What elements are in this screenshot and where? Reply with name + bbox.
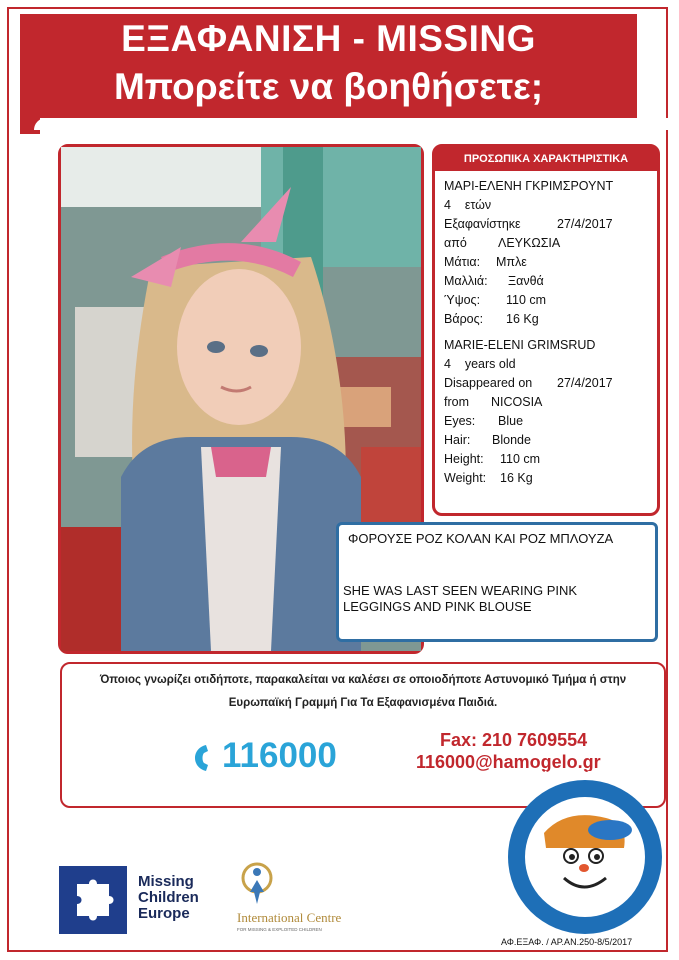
greek-eyes-value: Μπλε [496,255,527,269]
mce-wordmark [138,874,199,922]
english-height-value: 110 cm [500,452,541,466]
contact-instructions-line1: Όποιος γνωρίζει οτιδήποτε, παρακαλείται να καλέσει σε οποιοδήποτε Αστυνομικό Τμήμα ή στην [99,674,627,686]
greek-age: 4 ετών [444,198,492,212]
english-name: MARIE-ELENI GRIMSRUD [444,338,596,352]
english-from-label: from [444,395,469,409]
international-centre-subtitle: FOR MISSING & EXPLOITED CHILDREN [237,927,322,932]
poster-subtitle: Μπορείτε να βοηθήσετε; [113,66,544,107]
english-weight-label: Weight: [444,471,487,485]
international-centre-name: International Centre [237,910,342,925]
phone-icon [192,743,212,773]
english-weight-value: 16 Kg [500,471,533,485]
greek-disappeared-label: Εξαφανίστηκε [444,217,521,231]
fax-number: Fax: 210 7609554 [440,730,588,750]
greek-name: ΜΑΡΙ-ΕΛΕΝΗ ΓΚΡΙΜΣΡΟΥΝΤ [444,179,614,193]
english-hair-label: Hair: [444,433,471,447]
poster-title: ΕΞΑΦΑΝΙΣΗ - MISSING [121,18,536,59]
mce-line3: Europe [138,905,190,922]
mce-line1: Missing [138,873,194,890]
clothing-english [343,583,577,615]
english-age: 4 years old [444,357,516,371]
greek-from-label: από [444,236,467,250]
greek-height-value: 110 cm [506,293,547,307]
clothing-description [336,522,658,642]
greek-eyes-label: Μάτια: [444,255,481,269]
greek-from-value: ΛΕΥΚΩΣΙΑ [498,236,561,250]
clothing-english-line1: SHE WAS LAST SEEN WEARING PINK [343,583,578,598]
greek-weight-label: Βάρος: [444,312,484,326]
hotline-number: 116000 [222,736,337,775]
english-disappeared-date: 27/4/2017 [557,376,613,390]
english-eyes-value: Blue [498,414,524,428]
personal-details-panel [432,144,660,516]
hamogelo-logo [506,766,664,936]
clothing-greek: ΦΟΡΟΥΣΕ ΡΟΖ ΚΟΛΑΝ ΚΑΙ ΡΟΖ ΜΠΛΟΥΖΑ [348,531,614,546]
english-from-value: NICOSIA [491,395,543,409]
missing-children-europe-logo [59,866,127,934]
hamogelo-text: Το χαμόγελο του παιδιού [506,766,661,781]
mce-line2: Children [138,889,199,906]
international-centre-logo [240,862,274,908]
greek-hair-value: Ξανθά [508,274,544,288]
greek-height-label: Ύψος: [444,293,481,307]
contact-email[interactable]: 116000@hamogelo.gr [416,752,601,772]
english-height-label: Height: [444,452,484,466]
english-hair-value: Blonde [492,433,531,447]
english-eyes-label: Eyes: [444,414,476,428]
greek-disappeared-date: 27/4/2017 [557,217,613,231]
reference-number: ΑΦ.ΕΞΑΦ. / ΑΡ.ΑΝ.250-8/5/2017 [501,937,633,947]
greek-weight-value: 16 Kg [506,312,539,326]
header-curve [34,118,674,130]
personal-details-heading: ΠΡΟΣΩΠΙΚΑ ΧΑΡΑΚΤΗΡΙΣΤΙΚΑ [435,147,657,171]
clothing-english-line2: LEGGINGS AND PINK BLOUSE [343,599,532,614]
contact-instructions-line2: Ευρωπαϊκή Γραμμή Για Τα Εξαφανισμένα Παιδιά. [228,697,498,709]
greek-hair-label: Μαλλιά: [444,274,488,288]
english-disappeared-label: Disappeared on [444,376,533,390]
